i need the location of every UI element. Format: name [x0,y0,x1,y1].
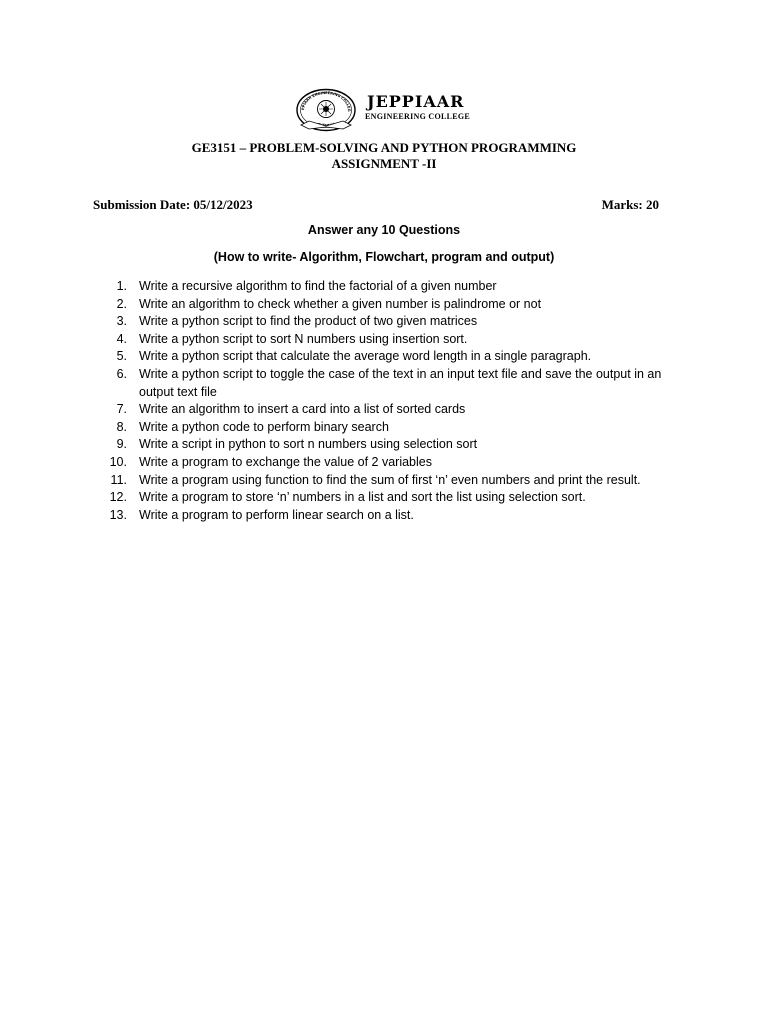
assignment-title: ASSIGNMENT -II [331,156,437,171]
college-name: JEPPIAAR [367,92,465,111]
seal-arc-text: PPIAAR ENGINEERING COLLEG [300,90,352,112]
question-number: 8. [116,419,127,434]
list-item [100,419,680,437]
list-item [100,472,680,490]
question-number: 9. [116,437,127,452]
question-text: Write an algorithm to insert a card into a list of sorted cards [139,402,466,417]
question-text: Write a python script to sort N numbers using insertion sort. [139,331,468,346]
question-text: Write a python code to perform binary search [139,419,389,434]
list-item [100,454,680,472]
question-number: 5. [116,349,127,364]
question-number: 1. [116,279,127,293]
instruction-subheading: (How to write- Algorithm, Flowchart, program and output) [213,250,555,264]
question-text: Write a program using function to find the sum of first ‘n’ even numbers and print the result. [139,472,641,487]
question-text: Write a recursive algorithm to find the factorial of a given number [139,279,497,293]
question-text: Write a program to exchange the value of 2 variables [139,454,432,469]
submission-date: Submission Date: 05/12/2023 [93,197,253,212]
question-number: 11. [110,472,127,487]
svg-text:JEPPIAAR ENGINEERING COLLEGE [295,88,351,112]
marks-label: Marks: 20 [601,197,659,212]
course-title: GE3151 – PROBLEM-SOLVING AND PYTHON PROGRAMMING [191,140,577,155]
list-item [100,366,680,401]
question-text: Write a program to perform linear search on a list. [139,507,414,522]
college-seal-icon [295,88,357,132]
list-item [100,313,680,331]
question-number: 3. [116,314,127,329]
college-logo [295,88,505,132]
question-text: Write a python script to find the product of two given matrices [139,314,478,329]
list-item [100,507,680,525]
question-text: Write an algorithm to check whether a given number is palindrome or not [139,296,542,311]
question-text: Write a python script to toggle the case of the text in an input text file and save the output in an output text file [139,366,662,399]
list-item [100,489,680,507]
list-item [100,436,680,454]
question-text: Write a script in python to sort n numbers using selection sort [139,437,478,452]
question-number: 4. [116,331,127,346]
list-item [100,296,680,314]
list-item [100,331,680,349]
question-number: 12. [109,490,127,505]
question-number: 13. [109,507,127,522]
list-item [100,401,680,419]
question-list [100,278,680,524]
list-item [100,348,680,366]
instruction-heading: Answer any 10 Questions [307,223,461,237]
question-number: 10. [109,454,127,469]
question-number: 6. [116,366,127,381]
college-subtitle: ENGINEERING COLLEGE [365,112,471,121]
question-number: 7. [116,402,127,417]
list-item [100,278,680,296]
question-number: 2. [116,296,127,311]
question-text: Write a program to store ‘n’ numbers in a list and sort the list using selection sort. [139,490,586,505]
question-text: Write a python script that calculate the average word length in a single paragraph. [139,349,592,364]
